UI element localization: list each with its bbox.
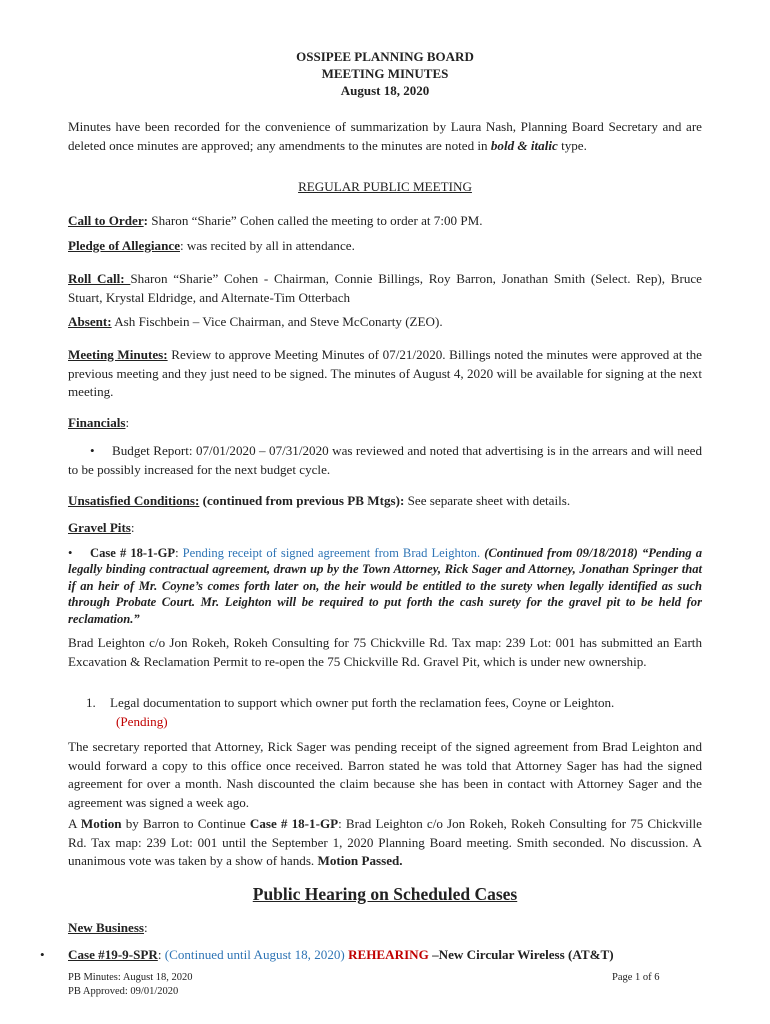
call-to-order	[68, 212, 702, 231]
unsatisfied-text: See separate sheet with details.	[404, 493, 571, 508]
new-business-heading	[68, 919, 702, 938]
financials-colon: :	[125, 415, 130, 430]
secretary-report: The secretary reported that Attorney, Rick Sager was pending receipt of the signed agreement from Brad Leighton and would forward a copy to this office once received. Barron stated he was told that Attorney Sager has had the signed agreement for over a month. Nash discounted the claim because she has been in contact with Attorney Sager and the agreement was signed a week ago.	[68, 739, 702, 810]
absent	[68, 313, 702, 332]
gravel-list-item	[86, 694, 702, 731]
financials-bullet-text: Budget Report: 07/01/2020 – 07/31/2020 was reviewed and noted that advertising is in the arrears and will need to be possibly increased for the next budget cycle.	[68, 443, 702, 477]
doc-title: MEETING MINUTES	[321, 66, 449, 81]
roll-call	[68, 270, 702, 307]
regular-meeting-heading: REGULAR PUBLIC MEETING	[298, 179, 472, 194]
page-number: Page 1 of 6	[612, 972, 660, 983]
gravel-description: Brad Leighton c/o Jon Rokeh, Rokeh Consulting for 75 Chickville Rd. Tax map: 239 Lot: 001 has submitted an Earth Excavation & Reclamation Permit to re-open the 75 Chickville Rd. Gravel Pit, which is under new ownership.	[68, 635, 702, 669]
new-business-continued: (Continued until August 18, 2020)	[161, 947, 349, 962]
new-business-title: –New Circular Wireless (AT&T)	[428, 947, 614, 962]
bullet-icon: •	[90, 443, 95, 458]
gravel-case-continued: (Continued from 09/18/2018) “Pending a legally binding contractual agreement, drawn up by the Town Attorney, Rick Sager and Attorney, Jonathan Springer that if an heir of Mr. Coyne’s comes forth later on, the heir would be entitled to the surety when legally identified as such through Probate Court. Mr. Leighton will be required to put forth the cash surety for the gravel pit to be held for reclamation.”	[68, 546, 702, 626]
list-item-pending: (Pending)	[116, 713, 168, 729]
motion-a: A	[68, 816, 81, 831]
pledge-label: Pledge of Allegiance	[68, 238, 180, 253]
gravel-case-number: Case # 18-1-GP	[90, 546, 176, 560]
absent-label: Absent:	[68, 314, 112, 329]
intro-emphasis: bold & italic	[490, 137, 558, 153]
motion-case: Case # 18-1-GP	[249, 816, 339, 831]
financials-label: Financials	[68, 415, 126, 430]
board-title: OSSIPEE PLANNING BOARD	[296, 49, 474, 64]
gravel-case-colon: :	[175, 546, 179, 560]
financials-bullet	[68, 442, 702, 479]
gravel-pits-colon: :	[130, 520, 135, 535]
absent-text: Ash Fischbein – Vice Chairman, and Steve McConarty (ZEO).	[111, 314, 443, 329]
gravel-case-paragraph	[68, 545, 702, 627]
intro-paragraph	[68, 118, 702, 155]
pledge-text: : was recited by all in attendance.	[180, 238, 355, 253]
bullet-icon: •	[40, 947, 45, 962]
public-hearing-title: Public Hearing on Scheduled Cases	[252, 884, 518, 904]
meeting-date: August 18, 2020	[340, 83, 430, 98]
call-to-order-colon: :	[143, 213, 149, 228]
intro-end: type.	[557, 137, 587, 153]
motion-paragraph	[68, 815, 702, 871]
roll-call-label: Roll Call:	[68, 271, 131, 286]
list-number: 1.	[86, 695, 96, 710]
bullet-icon: •	[68, 546, 73, 560]
meeting-minutes-text: Review to approve Meeting Minutes of 07/21/2020. Billings noted the minutes were approved at the previous meeting and they just need to be signed. The minutes of August 4, 2020 will be available for signing at the next meeting.	[68, 347, 702, 399]
roll-call-text: Sharon “Sharie” Cohen - Chairman, Connie Billings, Roy Barron, Jonathan Smith (Select. Rep), Bruce Stuart, Krystal Eldridge, and Alternate-Tim Otterbach	[68, 271, 702, 305]
unsatisfied-bold: (continued from previous PB Mtgs):	[199, 493, 405, 508]
pledge	[68, 237, 702, 256]
gravel-pits-label: Gravel Pits	[68, 520, 131, 535]
unsatisfied-conditions	[68, 492, 702, 511]
financials-heading	[68, 414, 702, 433]
call-to-order-text: Sharon “Sharie” Cohen called the meeting to order at 7:00 PM.	[148, 213, 483, 228]
motion-b: by Barron to Continue	[121, 816, 250, 831]
meeting-minutes-label: Meeting Minutes:	[68, 347, 168, 362]
rehearing-label: REHEARING	[348, 947, 429, 962]
footer-minutes-date: PB Minutes: August 18, 2020	[68, 972, 193, 983]
motion-passed: Motion Passed.	[317, 853, 403, 868]
new-business-case-colon: :	[157, 947, 162, 962]
intro-text: Minutes have been recorded for the convenience of summarization by Laura Nash, Planning Board Secretary and are deleted once minutes are approved; any amendments to the minutes are noted in	[68, 119, 702, 153]
gravel-case-pending: Pending receipt of signed agreement from Brad Leighton.	[178, 546, 485, 560]
footer-approved-date: PB Approved: 09/01/2020	[68, 986, 179, 997]
call-to-order-label: Call to Order	[68, 213, 144, 228]
new-business-colon: :	[144, 920, 148, 935]
motion-c: : Brad Leighton c/o Jon Rokeh, Rokeh Consulting for 75 Chickville Rd. Tax map: 239 Lot: 001 until the September 1, 2020 Planning Board meeting. Smith seconded. No discussion. A unanimous vote was taken by a show of hands.	[68, 816, 702, 868]
meeting-minutes	[68, 346, 702, 402]
new-business-case	[40, 946, 702, 965]
unsatisfied-label: Unsatisfied Conditions:	[68, 493, 200, 508]
motion-word: Motion	[80, 816, 122, 831]
new-business-label: New Business	[68, 920, 145, 935]
new-business-case-number: Case #19-9-SPR	[68, 947, 158, 962]
list-item-text: Legal documentation to support which owner put forth the reclamation fees, Coyne or Leighton.	[110, 695, 615, 710]
gravel-pits-heading	[68, 519, 702, 538]
